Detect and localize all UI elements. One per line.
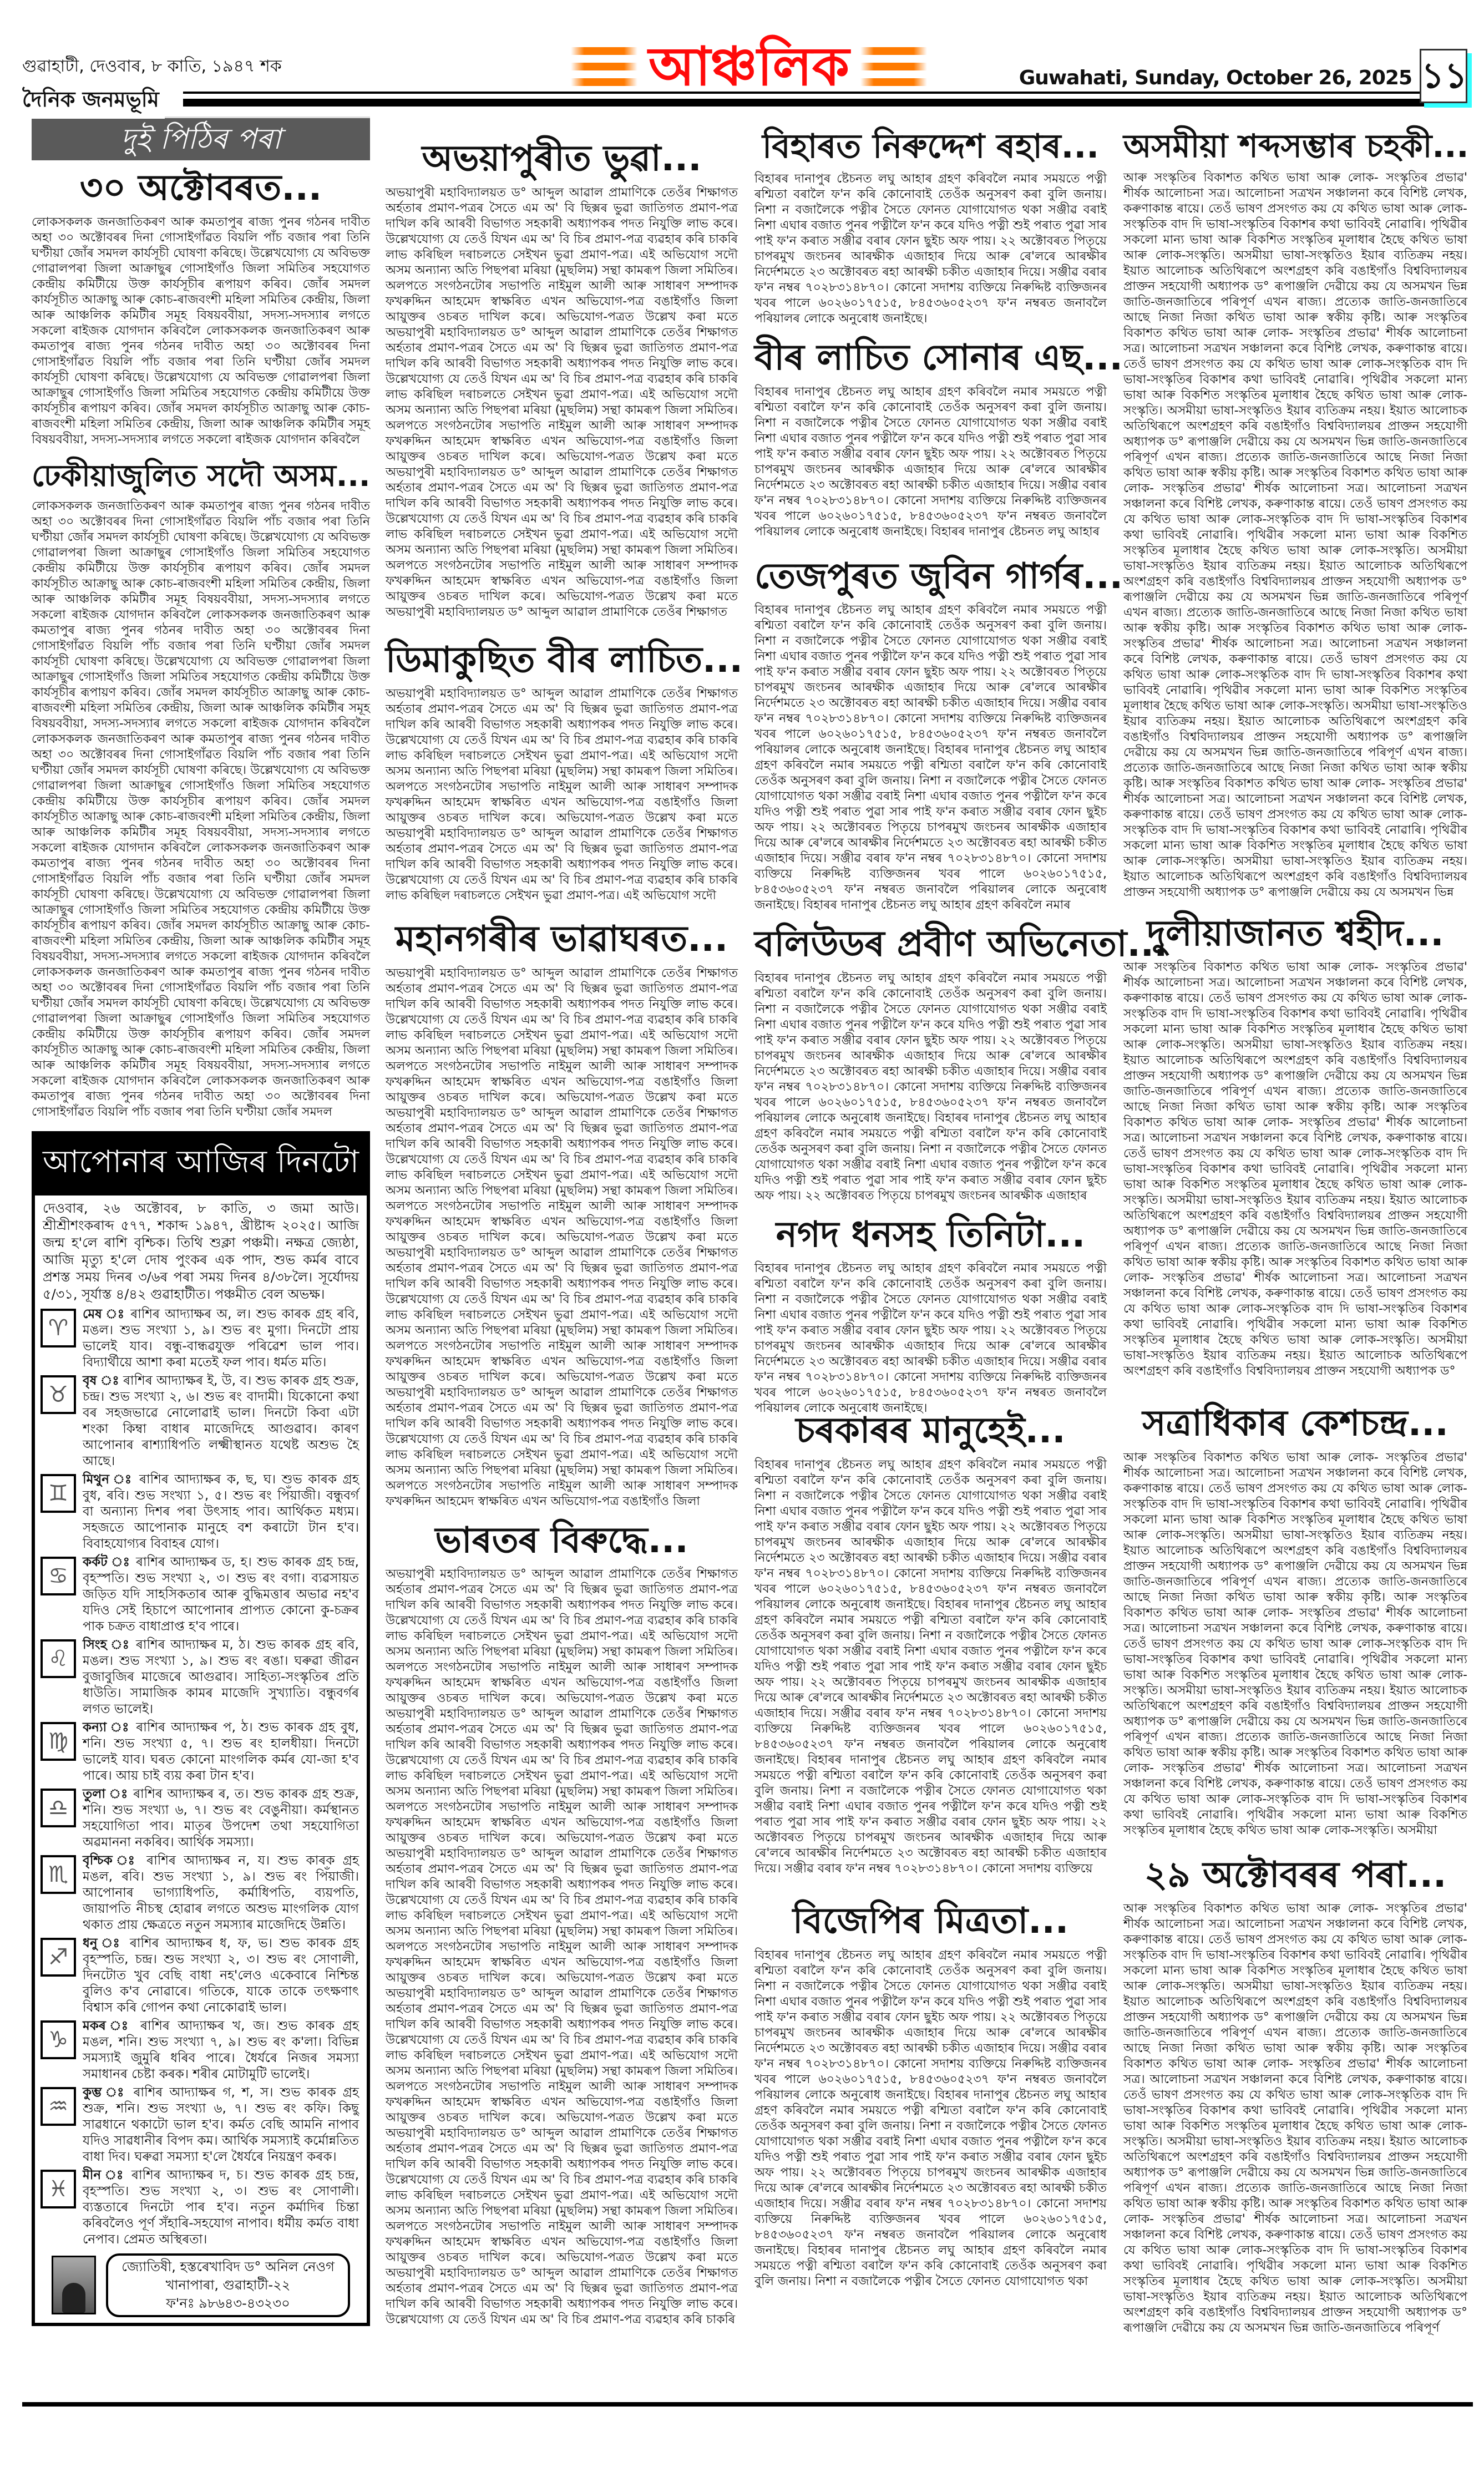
horoscope-entry [35, 1372, 367, 1471]
page-number: ১১ [1420, 49, 1467, 103]
headline: ডিমাকুছিত বীৰ লাচিত... [386, 639, 743, 681]
sign-name: মীন ঃ [83, 2167, 125, 2182]
astrologer-ad [35, 2249, 367, 2323]
column-2 [386, 116, 743, 2343]
article-body: অভয়াপুৰী মহাবিদ্যালয়ত ড° আব্দুল আৱাল প্ৰামাণিকে তেওঁৰ শিক্ষাগত অৰ্হতাৰ প্ৰমাণ-পত্ৰৰ সৈতে এম অ' বি ছিক্সৰ ভুৱা জাতিগত প্ৰমাণ-পত্ৰ দাখিল কৰি আৰবী বিভাগত সহকাৰী অধ্যাপকৰ পদত নিযুক্তি লাভ কৰে। উল্লেখযোগ্য যে তেওঁ যিখন এম অ' বি চিৰ প্ৰমাণ-পত্ৰ ব্যৱহাৰ কৰি চাকৰি লাভ কৰিছিল দৰাচলতে সেইখন ভুৱা প্ৰমাণ-পত্ৰ। এই অভিযোগ সদৌ অসম অন্যান্য অতি পিছপৰা মৰিয়া (মুছলিম) সন্থা কামৰূপ জিলা সমিতিৰ। অলপতে সংগঠনটোৰ সভাপতি নাইমুল আলী আৰু সাধাৰণ সম্পাদক ফখৰুদ্দিন আহমেদ স্বাক্ষৰিত এখন অভিযোগ-পত্ৰ বঙাইগাঁও জিলা আয়ুক্তৰ ওচৰত দাখিল কৰে। অভিযোগ-পত্ৰত উল্লেখ কৰা মতে অভয়াপুৰী মহাবিদ্যালয়ত ড° আব্দুল আৱাল প্ৰামাণিকে তেওঁৰ শিক্ষাগত অৰ্হতাৰ প্ৰমাণ-পত্ৰৰ সৈতে এম অ' বি ছিক্সৰ ভুৱা জাতিগত প্ৰমাণ-পত্ৰ দাখিল কৰি আৰবী বিভাগত সহকাৰী অধ্যাপকৰ পদত নিযুক্তি লাভ কৰে। উল্লেখযোগ্য যে তেওঁ যিখন এম অ' বি চিৰ প্ৰমাণ-পত্ৰ ব্যৱহাৰ কৰি চাকৰি লাভ কৰিছিল দৰাচলতে সেইখন ভুৱা প্ৰমাণ-পত্ৰ। এই অভিযোগ সদৌ অসম অন্যান্য অতি পিছপৰা মৰিয়া (মুছলিম) সন্থা কামৰূপ জিলা সমিতিৰ। অলপতে সংগঠনটোৰ সভাপতি নাইমুল আলী আৰু সাধাৰণ সম্পাদক ফখৰুদ্দিন আহমেদ স্বাক্ষৰিত এখন অভিযোগ-পত্ৰ বঙাইগাঁও জিলা আয়ুক্তৰ ওচৰত দাখিল কৰে। অভিযোগ-পত্ৰত উল্লেখ কৰা মতে অভয়াপুৰী মহাবিদ্যালয়ত ড° আব্দুল আৱাল প্ৰামাণিকে তেওঁৰ শিক্ষাগত অৰ্হতাৰ প্ৰমাণ-পত্ৰৰ সৈতে এম অ' বি ছিক্সৰ ভুৱা জাতিগত প্ৰমাণ-পত্ৰ দাখিল কৰি আৰবী বিভাগত সহকাৰী অধ্যাপকৰ পদত নিযুক্তি লাভ কৰে। উল্লেখযোগ্য যে তেওঁ যিখন এম অ' বি চিৰ প্ৰমাণ-পত্ৰ ব্যৱহাৰ কৰি চাকৰি লাভ কৰিছিল দৰাচলতে সেইখন ভুৱা প্ৰমাণ-পত্ৰ। এই অভিযোগ সদৌ অসম অন্যান্য অতি পিছপৰা মৰিয়া (মুছলিম) সন্থা কামৰূপ জিলা সমিতিৰ। অলপতে সংগঠনটোৰ সভাপতি নাইমুল আলী আৰু সাধাৰণ সম্পাদক ফখৰুদ্দিন আহমেদ স্বাক্ষৰিত এখন অভিযোগ-পত্ৰ বঙাইগাঁও জিলা আয়ুক্তৰ ওচৰত দাখিল কৰে। অভিযোগ-পত্ৰত উল্লেখ কৰা মতে অভয়াপুৰী মহাবিদ্যালয়ত ড° আব্দুল আৱাল প্ৰামাণিকে তেওঁৰ শিক্ষাগত অৰ্হতাৰ প্ৰমাণ-পত্ৰৰ সৈতে এম অ' বি ছিক্সৰ ভুৱা জাতিগত প্ৰমাণ-পত্ৰ দাখিল কৰি আৰবী বিভাগত সহকাৰী অধ্যাপকৰ পদত নিযুক্তি লাভ কৰে। উল্লেখযোগ্য যে তেওঁ যিখন এম অ' বি চিৰ প্ৰমাণ-পত্ৰ ব্যৱহাৰ কৰি চাকৰি লাভ কৰিছিল দৰাচলতে সেইখন ভুৱা প্ৰমাণ-পত্ৰ। এই অভিযোগ সদৌ অসম অন্যান্য অতি পিছপৰা মৰিয়া (মুছলিম) সন্থা কামৰূপ জিলা সমিতিৰ। অলপতে সংগঠনটোৰ সভাপতি নাইমুল আলী আৰু সাধাৰণ সম্পাদক ফখৰুদ্দিন আহমেদ স্বাক্ষৰিত এখন অভিযোগ-পত্ৰ বঙাইগাঁও জিলা [386, 966, 738, 1508]
header-date-english: Guwahati, Sunday, October 26, 2025 [1019, 67, 1412, 89]
column-1 [32, 116, 370, 2326]
horoscope-entry [35, 1852, 367, 1934]
article-body: অভয়াপুৰী মহাবিদ্যালয়ত ড° আব্দুল আৱাল প্ৰামাণিকে তেওঁৰ শিক্ষাগত অৰ্হতাৰ প্ৰমাণ-পত্ৰৰ সৈতে এম অ' বি ছিক্সৰ ভুৱা জাতিগত প্ৰমাণ-পত্ৰ দাখিল কৰি আৰবী বিভাগত সহকাৰী অধ্যাপকৰ পদত নিযুক্তি লাভ কৰে। উল্লেখযোগ্য যে তেওঁ যিখন এম অ' বি চিৰ প্ৰমাণ-পত্ৰ ব্যৱহাৰ কৰি চাকৰি লাভ কৰিছিল দৰাচলতে সেইখন ভুৱা প্ৰমাণ-পত্ৰ। এই অভিযোগ সদৌ অসম অন্যান্য অতি পিছপৰা মৰিয়া (মুছলিম) সন্থা কামৰূপ জিলা সমিতিৰ। অলপতে সংগঠনটোৰ সভাপতি নাইমুল আলী আৰু সাধাৰণ সম্পাদক ফখৰুদ্দিন আহমেদ স্বাক্ষৰিত এখন অভিযোগ-পত্ৰ বঙাইগাঁও জিলা আয়ুক্তৰ ওচৰত দাখিল কৰে। অভিযোগ-পত্ৰত উল্লেখ কৰা মতে অভয়াপুৰী মহাবিদ্যালয়ত ড° আব্দুল আৱাল প্ৰামাণিকে তেওঁৰ শিক্ষাগত অৰ্হতাৰ প্ৰমাণ-পত্ৰৰ সৈতে এম অ' বি ছিক্সৰ ভুৱা জাতিগত প্ৰমাণ-পত্ৰ দাখিল কৰি আৰবী বিভাগত সহকাৰী অধ্যাপকৰ পদত নিযুক্তি লাভ কৰে। উল্লেখযোগ্য যে তেওঁ যিখন এম অ' বি চিৰ প্ৰমাণ-পত্ৰ ব্যৱহাৰ কৰি চাকৰি লাভ কৰিছিল দৰাচলতে সেইখন ভুৱা প্ৰমাণ-পত্ৰ। এই অভিযোগ সদৌ অসম অন্যান্য অতি পিছপৰা মৰিয়া (মুছলিম) সন্থা কামৰূপ জিলা সমিতিৰ। অলপতে সংগঠনটোৰ সভাপতি নাইমুল আলী আৰু সাধাৰণ সম্পাদক ফখৰুদ্দিন আহমেদ স্বাক্ষৰিত এখন অভিযোগ-পত্ৰ বঙাইগাঁও জিলা আয়ুক্তৰ ওচৰত দাখিল কৰে। অভিযোগ-পত্ৰত উল্লেখ কৰা মতে অভয়াপুৰী মহাবিদ্যালয়ত ড° আব্দুল আৱাল প্ৰামাণিকে তেওঁৰ শিক্ষাগত অৰ্হতাৰ প্ৰমাণ-পত্ৰৰ সৈতে এম অ' বি ছিক্সৰ ভুৱা জাতিগত প্ৰমাণ-পত্ৰ দাখিল কৰি আৰবী বিভাগত সহকাৰী অধ্যাপকৰ পদত নিযুক্তি লাভ কৰে। উল্লেখযোগ্য যে তেওঁ যিখন এম অ' বি চিৰ প্ৰমাণ-পত্ৰ ব্যৱহাৰ কৰি চাকৰি লাভ কৰিছিল দৰাচলতে সেইখন ভুৱা প্ৰমাণ-পত্ৰ। এই অভিযোগ সদৌ অসম অন্যান্য অতি পিছপৰা মৰিয়া (মুছলিম) সন্থা কামৰূপ জিলা সমিতিৰ। অলপতে সংগঠনটোৰ সভাপতি নাইমুল আলী আৰু সাধাৰণ সম্পাদক ফখৰুদ্দিন আহমেদ স্বাক্ষৰিত এখন অভিযোগ-পত্ৰ বঙাইগাঁও জিলা আয়ুক্তৰ ওচৰত দাখিল কৰে। অভিযোগ-পত্ৰত উল্লেখ কৰা মতে অভয়াপুৰী মহাবিদ্যালয়ত ড° আব্দুল আৱাল প্ৰামাণিকে তেওঁৰ শিক্ষাগত অৰ্হতাৰ প্ৰমাণ-পত্ৰৰ সৈতে এম অ' বি ছিক্সৰ ভুৱা জাতিগত প্ৰমাণ-পত্ৰ দাখিল কৰি আৰবী বিভাগত সহকাৰী অধ্যাপকৰ পদত নিযুক্তি লাভ কৰে। উল্লেখযোগ্য যে তেওঁ যিখন এম অ' বি চিৰ প্ৰমাণ-পত্ৰ ব্যৱহাৰ কৰি চাকৰি লাভ কৰিছিল দৰাচলতে সেইখন ভুৱা প্ৰমাণ-পত্ৰ। এই অভিযোগ সদৌ অসম অন্যান্য অতি পিছপৰা মৰিয়া (মুছলিম) সন্থা কামৰূপ জিলা সমিতিৰ। অলপতে সংগঠনটোৰ সভাপতি নাইমুল আলী আৰু সাধাৰণ সম্পাদক ফখৰুদ্দিন আহমেদ স্বাক্ষৰিত এখন অভিযোগ-পত্ৰ বঙাইগাঁও জিলা আয়ুক্তৰ ওচৰত দাখিল কৰে। অভিযোগ-পত্ৰত উল্লেখ কৰা মতে অভয়াপুৰী মহাবিদ্যালয়ত ড° আব্দুল আৱাল প্ৰামাণিকে তেওঁৰ শিক্ষাগত অৰ্হতাৰ প্ৰমাণ-পত্ৰৰ সৈতে এম অ' বি ছিক্সৰ ভুৱা জাতিগত প্ৰমাণ-পত্ৰ দাখিল কৰি আৰবী বিভাগত সহকাৰী অধ্যাপকৰ পদত নিযুক্তি লাভ কৰে। উল্লেখযোগ্য যে তেওঁ যিখন এম অ' বি চিৰ প্ৰমাণ-পত্ৰ ব্যৱহাৰ কৰি চাকৰি লাভ কৰিছিল দৰাচলতে সেইখন ভুৱা প্ৰমাণ-পত্ৰ। এই অভিযোগ সদৌ অসম অন্যান্য অতি পিছপৰা মৰিয়া (মুছলিম) সন্থা কামৰূপ জিলা সমিতিৰ। অলপতে সংগঠনটোৰ সভাপতি নাইমুল আলী আৰু সাধাৰণ সম্পাদক ফখৰুদ্দিন আহমেদ স্বাক্ষৰিত এখন অভিযোগ-পত্ৰ বঙাইগাঁও জিলা আয়ুক্তৰ ওচৰত দাখিল কৰে। অভিযোগ-পত্ৰত উল্লেখ কৰা মতে অভয়াপুৰী মহাবিদ্যালয়ত ড° আব্দুল আৱাল প্ৰামাণিকে তেওঁৰ শিক্ষাগত অৰ্হতাৰ প্ৰমাণ-পত্ৰৰ সৈতে এম অ' বি ছিক্সৰ ভুৱা জাতিগত প্ৰমাণ-পত্ৰ দাখিল কৰি আৰবী বিভাগত সহকাৰী অধ্যাপকৰ পদত নিযুক্তি লাভ কৰে। উল্লেখযোগ্য যে তেওঁ যিখন এম অ' বি চিৰ প্ৰমাণ-পত্ৰ ব্যৱহাৰ কৰি চাকৰি [386, 1567, 738, 2327]
horoscope-entry [35, 1553, 367, 1636]
horoscope-signs [35, 1305, 367, 2249]
article-body: আৰু সংস্কৃতিৰ বিকাশত কথিত ভাষা আৰু লোক- সংস্কৃতিৰ প্ৰভাৱ' শীৰ্ষক আলোচনা সত্ৰ। আলোচনা সত্ৰখন সঞ্চালনা কৰে বিশিষ্ট লেখক, কৰুণাকান্ত ৰায়ে। তেওঁ ভাষণ প্ৰসংগত কয় যে কথিত ভাষা আৰু লোক-সংস্কৃতিক বাদ দি ভাষা-সংস্কৃতিৰ বিকাশৰ কথা ভাবিবই নোৱাৰি। পৃথিৱীৰ সকলো মান্য ভাষা আৰু বিকশিত সংস্কৃতিৰ মূলাধাৰ হৈছে কথিত ভাষা আৰু লোক-সংস্কৃতি। অসমীয়া ভাষা-সংস্কৃতিও ইয়াৰ ব্যতিক্ৰম নহয়। ইয়াত আলোচক অতিথিৰূপে অংশগ্ৰহণ কৰি বঙাইগাঁও বিশ্ববিদ্যালয়ৰ প্ৰাক্তন সহযোগী অধ্যাপক ড° ৰূপাঞ্জলি দেৱীয়ে কয় যে অসমখন ভিন্ন জাতি-জনজাতিৰে পৰিপূৰ্ণ এখন ৰাজ্য। প্ৰত্যেক জাতি-জনজাতিৰে আছে নিজা নিজা কথিত ভাষা আৰু স্বকীয় কৃষ্টি। আৰু সংস্কৃতিৰ বিকাশত কথিত ভাষা আৰু লোক- সংস্কৃতিৰ প্ৰভাৱ' শীৰ্ষক আলোচনা সত্ৰ। আলোচনা সত্ৰখন সঞ্চালনা কৰে বিশিষ্ট লেখক, কৰুণাকান্ত ৰায়ে। তেওঁ ভাষণ প্ৰসংগত কয় যে কথিত ভাষা আৰু লোক-সংস্কৃতিক বাদ দি ভাষা-সংস্কৃতিৰ বিকাশৰ কথা ভাবিবই নোৱাৰি। পৃথিৱীৰ সকলো মান্য ভাষা আৰু বিকশিত সংস্কৃতিৰ মূলাধাৰ হৈছে কথিত ভাষা আৰু লোক-সংস্কৃতি। অসমীয়া ভাষা-সংস্কৃতিও ইয়াৰ ব্যতিক্ৰম নহয়। ইয়াত আলোচক অতিথিৰূপে অংশগ্ৰহণ কৰি বঙাইগাঁও বিশ্ববিদ্যালয়ৰ প্ৰাক্তন সহযোগী অধ্যাপক ড° ৰূপাঞ্জলি দেৱীয়ে কয় যে অসমখন ভিন্ন জাতি-জনজাতিৰে পৰিপূৰ্ণ এখন ৰাজ্য। প্ৰত্যেক জাতি-জনজাতিৰে আছে নিজা নিজা কথিত ভাষা আৰু স্বকীয় কৃষ্টি। আৰু সংস্কৃতিৰ বিকাশত কথিত ভাষা আৰু লোক- সংস্কৃতিৰ প্ৰভাৱ' শীৰ্ষক আলোচনা সত্ৰ। আলোচনা সত্ৰখন সঞ্চালনা কৰে বিশিষ্ট লেখক, কৰুণাকান্ত ৰায়ে। তেওঁ ভাষণ প্ৰসংগত কয় যে কথিত ভাষা আৰু লোক-সংস্কৃতিক বাদ দি ভাষা-সংস্কৃতিৰ বিকাশৰ কথা ভাবিবই নোৱাৰি। পৃথিৱীৰ সকলো মান্য ভাষা আৰু বিকশিত সংস্কৃতিৰ মূলাধাৰ হৈছে কথিত ভাষা আৰু লোক-সংস্কৃতি। অসমীয়া ভাষা-সংস্কৃতিও ইয়াৰ ব্যতিক্ৰম নহয়। ইয়াত আলোচক অতিথিৰূপে অংশগ্ৰহণ কৰি বঙাইগাঁও বিশ্ববিদ্যালয়ৰ প্ৰাক্তন সহযোগী অধ্যাপক ড° ৰূপাঞ্জলি দেৱীয়ে কয় যে অসমখন ভিন্ন জাতি-জনজাতিৰে পৰিপূৰ্ণ [1123, 1902, 1467, 2336]
continued-label: দুই পিঠিৰ পৰা [32, 116, 370, 160]
sign-name: মেষ ঃ [83, 1306, 125, 1321]
article-body: বিহাৰৰ দানাপুৰ ষ্টেচনত লঘু আহাৰ গ্ৰহণ কৰিবলৈ নমাৰ সময়তে পত্নী ৰশ্মিতা বৰালৈ ফ'ন কৰি কোনোবাই তেওঁক অনুসৰণ কৰা বুলি জনায়। নিশা ন বজালৈকে পত্নীৰ সৈতে ফোনত যোগাযোগত থকা সঞ্জীৱ বৰাই নিশা এঘাৰ বজাত পুনৰ পত্নীলৈ ফ'ন কৰে যদিও পত্নী শুই পৰাত পুৱা সাৰ পাই ফ'ন কৰাত সঞ্জীৱ বৰাৰ ফোন ছুইচ অফ পায়। ২২ অক্টোবৰত পিতৃয়ে চাপৰমুখ জংচনৰ আৰক্ষীক এজাহাৰ দিয়ে আৰু ৰে'লৰে আৰক্ষীৰ নিৰ্দেশমতে ২৩ অক্টোবৰত ৰহা আৰক্ষী চকীত এজাহাৰ দিয়ে। সঞ্জীৱ বৰাৰ ফ'ন নম্বৰ ৭০২৮৩১৪৮৭০। কোনো সদাশয় ব্যক্তিয়ে নিৰুদ্দিষ্ট ব্যক্তিজনৰ খবৰ পালে ৬০২৬০১৭৫১৫, ৮৪৫৩৬০৫২৩৭ ফ'ন নম্বৰত জনাবলৈ পৰিয়ালৰ লোকে অনুৰোধ জনাইছে। [754, 172, 1107, 326]
article-body: অভয়াপুৰী মহাবিদ্যালয়ত ড° আব্দুল আৱাল প্ৰামাণিকে তেওঁৰ শিক্ষাগত অৰ্হতাৰ প্ৰমাণ-পত্ৰৰ সৈতে এম অ' বি ছিক্সৰ ভুৱা জাতিগত প্ৰমাণ-পত্ৰ দাখিল কৰি আৰবী বিভাগত সহকাৰী অধ্যাপকৰ পদত নিযুক্তি লাভ কৰে। উল্লেখযোগ্য যে তেওঁ যিখন এম অ' বি চিৰ প্ৰমাণ-পত্ৰ ব্যৱহাৰ কৰি চাকৰি লাভ কৰিছিল দৰাচলতে সেইখন ভুৱা প্ৰমাণ-পত্ৰ। এই অভিযোগ সদৌ অসম অন্যান্য অতি পিছপৰা মৰিয়া (মুছলিম) সন্থা কামৰূপ জিলা সমিতিৰ। অলপতে সংগঠনটোৰ সভাপতি নাইমুল আলী আৰু সাধাৰণ সম্পাদক ফখৰুদ্দিন আহমেদ স্বাক্ষৰিত এখন অভিযোগ-পত্ৰ বঙাইগাঁও জিলা আয়ুক্তৰ ওচৰত দাখিল কৰে। অভিযোগ-পত্ৰত উল্লেখ কৰা মতে অভয়াপুৰী মহাবিদ্যালয়ত ড° আব্দুল আৱাল প্ৰামাণিকে তেওঁৰ শিক্ষাগত অৰ্হতাৰ প্ৰমাণ-পত্ৰৰ সৈতে এম অ' বি ছিক্সৰ ভুৱা জাতিগত প্ৰমাণ-পত্ৰ দাখিল কৰি আৰবী বিভাগত সহকাৰী অধ্যাপকৰ পদত নিযুক্তি লাভ কৰে। উল্লেখযোগ্য যে তেওঁ যিখন এম অ' বি চিৰ প্ৰমাণ-পত্ৰ ব্যৱহাৰ কৰি চাকৰি লাভ কৰিছিল দৰাচলতে সেইখন ভুৱা প্ৰমাণ-পত্ৰ। এই অভিযোগ সদৌ অসম অন্যান্য অতি পিছপৰা মৰিয়া (মুছলিম) সন্থা কামৰূপ জিলা সমিতিৰ। অলপতে সংগঠনটোৰ সভাপতি নাইমুল আলী আৰু সাধাৰণ সম্পাদক ফখৰুদ্দিন আহমেদ স্বাক্ষৰিত এখন অভিযোগ-পত্ৰ বঙাইগাঁও জিলা আয়ুক্তৰ ওচৰত দাখিল কৰে। অভিযোগ-পত্ৰত উল্লেখ কৰা মতে অভয়াপুৰী মহাবিদ্যালয়ত ড° আব্দুল আৱাল প্ৰামাণিকে তেওঁৰ শিক্ষাগত অৰ্হতাৰ প্ৰমাণ-পত্ৰৰ সৈতে এম অ' বি ছিক্সৰ ভুৱা জাতিগত প্ৰমাণ-পত্ৰ দাখিল কৰি আৰবী বিভাগত সহকাৰী অধ্যাপকৰ পদত নিযুক্তি লাভ কৰে। উল্লেখযোগ্য যে তেওঁ যিখন এম অ' বি চিৰ প্ৰমাণ-পত্ৰ ব্যৱহাৰ কৰি চাকৰি লাভ কৰিছিল দৰাচলতে সেইখন ভুৱা প্ৰমাণ-পত্ৰ। এই অভিযোগ সদৌ অসম অন্যান্য অতি পিছপৰা মৰিয়া (মুছলিম) সন্থা কামৰূপ জিলা সমিতিৰ। অলপতে সংগঠনটোৰ সভাপতি নাইমুল আলী আৰু সাধাৰণ সম্পাদক ফখৰুদ্দিন আহমেদ স্বাক্ষৰিত এখন অভিযোগ-পত্ৰ বঙাইগাঁও জিলা আয়ুক্তৰ ওচৰত দাখিল কৰে। অভিযোগ-পত্ৰত উল্লেখ কৰা মতে অভয়াপুৰী মহাবিদ্যালয়ত ড° আব্দুল আৱাল প্ৰামাণিকে তেওঁৰ শিক্ষাগত [386, 185, 738, 619]
horoscope-box [32, 1131, 370, 2326]
horoscope-text [83, 1373, 359, 1470]
horoscope-entry [35, 1785, 367, 1852]
headline: চৰকাৰৰ মানুহেই... [796, 1410, 1066, 1452]
horoscope-text [83, 2167, 359, 2248]
astrologer-photo [52, 2256, 96, 2314]
cancer-icon: ♋ [40, 1557, 76, 1595]
article-body: বিহাৰৰ দানাপুৰ ষ্টেচনত লঘু আহাৰ গ্ৰহণ কৰিবলৈ নমাৰ সময়তে পত্নী ৰশ্মিতা বৰালৈ ফ'ন কৰি কোনোবাই তেওঁক অনুসৰণ কৰা বুলি জনায়। নিশা ন বজালৈকে পত্নীৰ সৈতে ফোনত যোগাযোগত থকা সঞ্জীৱ বৰাই নিশা এঘাৰ বজাত পুনৰ পত্নীলৈ ফ'ন কৰে যদিও পত্নী শুই পৰাত পুৱা সাৰ পাই ফ'ন কৰাত সঞ্জীৱ বৰাৰ ফোন ছুইচ অফ পায়। ২২ অক্টোবৰত পিতৃয়ে চাপৰমুখ জংচনৰ আৰক্ষীক এজাহাৰ দিয়ে আৰু ৰে'লৰে আৰক্ষীৰ নিৰ্দেশমতে ২৩ অক্টোবৰত ৰহা আৰক্ষী চকীত এজাহাৰ দিয়ে। সঞ্জীৱ বৰাৰ ফ'ন নম্বৰ ৭০২৮৩১৪৮৭০। কোনো সদাশয় ব্যক্তিয়ে নিৰুদ্দিষ্ট ব্যক্তিজনৰ খবৰ পালে ৬০২৬০১৭৫১৫, ৮৪৫৩৬০৫২৩৭ ফ'ন নম্বৰত জনাবলৈ পৰিয়ালৰ লোকে অনুৰোধ জনাইছে। [754, 1262, 1107, 1416]
sign-description: ৰাশিৰ আদ্যাক্ষৰ খ, জ। শুভ কাৰক গ্ৰহ মঙল, শনি। শুভ সংখ্যা ৭, ৯। শুভ ৰং ক'লা। বিভিন্ন সমস্যাই জুমুৰি ধৰিব পাৰে। ধৈৰ্যৰে নিজৰ সমস্যা সমাধানৰ চেষ্টা কৰক। শৰীৰ মোটামুটি ভালেই। [83, 2018, 359, 2081]
article-body: বিহাৰৰ দানাপুৰ ষ্টেচনত লঘু আহাৰ গ্ৰহণ কৰিবলৈ নমাৰ সময়তে পত্নী ৰশ্মিতা বৰালৈ ফ'ন কৰি কোনোবাই তেওঁক অনুসৰণ কৰা বুলি জনায়। নিশা ন বজালৈকে পত্নীৰ সৈতে ফোনত যোগাযোগত থকা সঞ্জীৱ বৰাই নিশা এঘাৰ বজাত পুনৰ পত্নীলৈ ফ'ন কৰে যদিও পত্নী শুই পৰাত পুৱা সাৰ পাই ফ'ন কৰাত সঞ্জীৱ বৰাৰ ফোন ছুইচ অফ পায়। ২২ অক্টোবৰত পিতৃয়ে চাপৰমুখ জংচনৰ আৰক্ষীক এজাহাৰ দিয়ে আৰু ৰে'লৰে আৰক্ষীৰ নিৰ্দেশমতে ২৩ অক্টোবৰত ৰহা আৰক্ষী চকীত এজাহাৰ দিয়ে। সঞ্জীৱ বৰাৰ ফ'ন নম্বৰ ৭০২৮৩১৪৮৭০। কোনো সদাশয় ব্যক্তিয়ে নিৰুদ্দিষ্ট ব্যক্তিজনৰ খবৰ পালে ৬০২৬০১৭৫১৫, ৮৪৫৩৬০৫২৩৭ ফ'ন নম্বৰত জনাবলৈ পৰিয়ালৰ লোকে অনুৰোধ জনাইছে। বিহাৰৰ দানাপুৰ ষ্টেচনত লঘু আহাৰ গ্ৰহণ কৰিবলৈ নমাৰ সময়তে পত্নী ৰশ্মিতা বৰালৈ ফ'ন কৰি কোনোবাই তেওঁক অনুসৰণ কৰা বুলি জনায়। নিশা ন বজালৈকে পত্নীৰ সৈতে ফোনত যোগাযোগত থকা সঞ্জীৱ বৰাই নিশা এঘাৰ বজাত পুনৰ পত্নীলৈ ফ'ন কৰে যদিও পত্নী শুই পৰাত পুৱা সাৰ পাই ফ'ন কৰাত সঞ্জীৱ বৰাৰ ফোন ছুইচ অফ পায়। ২২ অক্টোবৰত পিতৃয়ে চাপৰমুখ জংচনৰ আৰক্ষীক এজাহাৰ দিয়ে আৰু ৰে'লৰে আৰক্ষীৰ নিৰ্দেশমতে ২৩ অক্টোবৰত ৰহা আৰক্ষী চকীত এজাহাৰ দিয়ে। সঞ্জীৱ বৰাৰ ফ'ন নম্বৰ ৭০২৮৩১৪৮৭০। কোনো সদাশয় ব্যক্তিয়ে নিৰুদ্দিষ্ট ব্যক্তিজনৰ খবৰ পালে ৬০২৬০১৭৫১৫, ৮৪৫৩৬০৫২৩৭ ফ'ন নম্বৰত জনাবলৈ পৰিয়ালৰ লোকে অনুৰোধ জনাইছে। বিহাৰৰ দানাপুৰ ষ্টেচনত লঘু আহাৰ গ্ৰহণ কৰিবলৈ নমাৰ সময়তে পত্নী ৰশ্মিতা বৰালৈ ফ'ন কৰি কোনোবাই তেওঁক অনুসৰণ কৰা বুলি জনায়। নিশা ন বজালৈকে পত্নীৰ সৈতে ফোনত যোগাযোগত থকা সঞ্জীৱ বৰাই নিশা এঘাৰ বজাত পুনৰ পত্নীলৈ ফ'ন কৰে যদিও পত্নী শুই পৰাত পুৱা সাৰ পাই ফ'ন কৰাত সঞ্জীৱ বৰাৰ ফোন ছুইচ অফ পায়। ২২ অক্টোবৰত পিতৃয়ে চাপৰমুখ জংচনৰ আৰক্ষীক এজাহাৰ দিয়ে আৰু ৰে'লৰে আৰক্ষীৰ নিৰ্দেশমতে ২৩ অক্টোবৰত ৰহা আৰক্ষী চকীত এজাহাৰ দিয়ে। সঞ্জীৱ বৰাৰ ফ'ন নম্বৰ ৭০২৮৩১৪৮৭০। কোনো সদাশয় ব্যক্তিয়ে [754, 1457, 1107, 1876]
horoscope-title: আপোনাৰ আজিৰ দিনটো [35, 1134, 367, 1195]
sign-description: ৰাশিৰ আদ্যাক্ষৰ ড, হ। শুভ কাৰক গ্ৰহ চন্দ্ৰ, বৃহস্পতি। শুভ সংখ্যা ২, ৩। শুভ ৰং বগা। ব্যৱসায়ত জড়িত যদি সাহসিকতাৰ আৰু বুদ্ধিমত্তাৰ অভাৱ নহ'ব যদিও সেই হিচাপে আপোনাৰ প্ৰাপ্যত কোনো কু-চক্ৰৰ পাক চক্ৰত বাধাপ্ৰাপ্ত হ'ব পাৰে। [83, 1554, 359, 1634]
headline: বিজেপিৰ মিত্ৰতা... [792, 1900, 1069, 1942]
sign-name: বৃশ্চিক ঃ [83, 1853, 139, 1868]
headline: বীৰ লাচিত সোনাৰ এছ... [754, 337, 1123, 378]
astrologer-phone: ফ'নঃ ৯৮৬৪৩-৪৩২৩০ [166, 2295, 290, 2311]
article-body: লোকসকলক জনজাতিকৰণ আৰু কমতাপুৰ ৰাজ্য পুনৰ গঠনৰ দাবীত অহা ৩০ অক্টোবৰৰ দিনা গোসাইগাঁৱত বিয়লি পাঁচ বজাৰ পৰা তিনি ঘণ্টীয়া জোঁৰ সমদল কাৰ্যসূচী ঘোষণা কৰিছে। উল্লেখযোগ্য যে অবিভক্ত গোৱালপৰা জিলা আক্ৰাছুৰ গোসাইগাঁও জিলা সমিতিৰ সহযোগত কেন্দ্ৰীয় কমিটীয়ে উক্ত কাৰ্যসূচীৰ ৰূপায়ণ কৰিব। জোঁৰ সমদল কাৰ্যসূচীত আক্ৰাছু আৰু কোচ-ৰাজবংশী মহিলা সমিতিৰ কেন্দ্ৰীয়, জিলা আৰু আঞ্চলিক কমিটীৰ সমূহ বিষয়ববীয়া, সদস্য-সদস্যাৰ লগতে সকলো ৰাইজক যোগদান কৰিবলৈ লোকসকলক জনজাতিকৰণ আৰু কমতাপুৰ ৰাজ্য পুনৰ গঠনৰ দাবীত অহা ৩০ অক্টোবৰৰ দিনা গোসাইগাঁৱত বিয়লি পাঁচ বজাৰ পৰা তিনি ঘণ্টীয়া জোঁৰ সমদল কাৰ্যসূচী ঘোষণা কৰিছে। উল্লেখযোগ্য যে অবিভক্ত গোৱালপৰা জিলা আক্ৰাছুৰ গোসাইগাঁও জিলা সমিতিৰ সহযোগত কেন্দ্ৰীয় কমিটীয়ে উক্ত কাৰ্যসূচীৰ ৰূপায়ণ কৰিব। জোঁৰ সমদল কাৰ্যসূচীত আক্ৰাছু আৰু কোচ-ৰাজবংশী মহিলা সমিতিৰ কেন্দ্ৰীয়, জিলা আৰু আঞ্চলিক কমিটীৰ সমূহ বিষয়ববীয়া, সদস্য-সদস্যাৰ লগতে সকলো ৰাইজক যোগদান কৰিবলৈ লোকসকলক জনজাতিকৰণ আৰু কমতাপুৰ ৰাজ্য পুনৰ গঠনৰ দাবীত অহা ৩০ অক্টোবৰৰ দিনা গোসাইগাঁৱত বিয়লি পাঁচ বজাৰ পৰা তিনি ঘণ্টীয়া জোঁৰ সমদল কাৰ্যসূচী ঘোষণা কৰিছে। উল্লেখযোগ্য যে অবিভক্ত গোৱালপৰা জিলা আক্ৰাছুৰ গোসাইগাঁও জিলা সমিতিৰ সহযোগত কেন্দ্ৰীয় কমিটীয়ে উক্ত কাৰ্যসূচীৰ ৰূপায়ণ কৰিব। জোঁৰ সমদল কাৰ্যসূচীত আক্ৰাছু আৰু কোচ-ৰাজবংশী মহিলা সমিতিৰ কেন্দ্ৰীয়, জিলা আৰু আঞ্চলিক কমিটীৰ সমূহ বিষয়ববীয়া, সদস্য-সদস্যাৰ লগতে সকলো ৰাইজক যোগদান কৰিবলৈ লোকসকলক জনজাতিকৰণ আৰু কমতাপুৰ ৰাজ্য পুনৰ গঠনৰ দাবীত অহা ৩০ অক্টোবৰৰ দিনা গোসাইগাঁৱত বিয়লি পাঁচ বজাৰ পৰা তিনি ঘণ্টীয়া জোঁৰ সমদল কাৰ্যসূচী ঘোষণা কৰিছে। উল্লেখযোগ্য যে অবিভক্ত গোৱালপৰা জিলা আক্ৰাছুৰ গোসাইগাঁও জিলা সমিতিৰ সহযোগত কেন্দ্ৰীয় কমিটীয়ে উক্ত কাৰ্যসূচীৰ ৰূপায়ণ কৰিব। জোঁৰ সমদল কাৰ্যসূচীত আক্ৰাছু আৰু কোচ-ৰাজবংশী মহিলা সমিতিৰ কেন্দ্ৰীয়, জিলা আৰু আঞ্চলিক কমিটীৰ সমূহ বিষয়ববীয়া, সদস্য-সদস্যাৰ লগতে সকলো ৰাইজক যোগদান কৰিবলৈ লোকসকলক জনজাতিকৰণ আৰু কমতাপুৰ ৰাজ্য পুনৰ গঠনৰ দাবীত অহা ৩০ অক্টোবৰৰ দিনা গোসাইগাঁৱত বিয়লি পাঁচ বজাৰ পৰা তিনি ঘণ্টীয়া জোঁৰ সমদল কাৰ্যসূচী ঘোষণা কৰিছে। উল্লেখযোগ্য যে অবিভক্ত গোৱালপৰা জিলা আক্ৰাছুৰ গোসাইগাঁও জিলা সমিতিৰ সহযোগত কেন্দ্ৰীয় কমিটীয়ে উক্ত কাৰ্যসূচীৰ ৰূপায়ণ কৰিব। জোঁৰ সমদল কাৰ্যসূচীত আক্ৰাছু আৰু কোচ-ৰাজবংশী মহিলা সমিতিৰ কেন্দ্ৰীয়, জিলা আৰু আঞ্চলিক কমিটীৰ সমূহ বিষয়ববীয়া, সদস্য-সদস্যাৰ লগতে সকলো ৰাইজক যোগদান কৰিবলৈ লোকসকলক জনজাতিকৰণ আৰু কমতাপুৰ ৰাজ্য পুনৰ গঠনৰ দাবীত অহা ৩০ অক্টোবৰৰ দিনা গোসাইগাঁৱত বিয়লি পাঁচ বজাৰ পৰা তিনি ঘণ্টীয়া জোঁৰ সমদল [32, 499, 370, 1119]
gemini-icon: ♊ [40, 1474, 76, 1513]
horoscope-entry [35, 1636, 367, 1719]
sign-name: কৰ্কট ঃ [83, 1554, 131, 1569]
headline: অভয়াপুৰীত ভুৱা... [422, 138, 702, 179]
logo-stripes-left [571, 47, 637, 86]
article-body: লোকসকলক জনজাতিকৰণ আৰু কমতাপুৰ ৰাজ্য পুনৰ গঠনৰ দাবীত অহা ৩০ অক্টোবৰৰ দিনা গোসাইগাঁৱত বিয়লি পাঁচ বজাৰ পৰা তিনি ঘণ্টীয়া জোঁৰ সমদল কাৰ্যসূচী ঘোষণা কৰিছে। উল্লেখযোগ্য যে অবিভক্ত গোৱালপৰা জিলা আক্ৰাছুৰ গোসাইগাঁও জিলা সমিতিৰ সহযোগত কেন্দ্ৰীয় কমিটীয়ে উক্ত কাৰ্যসূচীৰ ৰূপায়ণ কৰিব। জোঁৰ সমদল কাৰ্যসূচীত আক্ৰাছু আৰু কোচ-ৰাজবংশী মহিলা সমিতিৰ কেন্দ্ৰীয়, জিলা আৰু আঞ্চলিক কমিটীৰ সমূহ বিষয়ববীয়া, সদস্য-সদস্যাৰ লগতে সকলো ৰাইজক যোগদান কৰিবলৈ লোকসকলক জনজাতিকৰণ আৰু কমতাপুৰ ৰাজ্য পুনৰ গঠনৰ দাবীত অহা ৩০ অক্টোবৰৰ দিনা গোসাইগাঁৱত বিয়লি পাঁচ বজাৰ পৰা তিনি ঘণ্টীয়া জোঁৰ সমদল কাৰ্যসূচী ঘোষণা কৰিছে। উল্লেখযোগ্য যে অবিভক্ত গোৱালপৰা জিলা আক্ৰাছুৰ গোসাইগাঁও জিলা সমিতিৰ সহযোগত কেন্দ্ৰীয় কমিটীয়ে উক্ত কাৰ্যসূচীৰ ৰূপায়ণ কৰিব। জোঁৰ সমদল কাৰ্যসূচীত আক্ৰাছু আৰু কোচ-ৰাজবংশী মহিলা সমিতিৰ কেন্দ্ৰীয়, জিলা আৰু আঞ্চলিক কমিটীৰ সমূহ বিষয়ববীয়া, সদস্য-সদস্যাৰ লগতে সকলো ৰাইজক যোগদান কৰিবলৈ [32, 215, 370, 447]
sagittarius-icon: ♐ [40, 1938, 76, 1977]
aries-icon: ♈ [40, 1309, 76, 1348]
sign-description: ৰাশিৰ আদ্যাক্ষৰ প, ঠ। শুভ কাৰক গ্ৰহ বুধ, শনি। শুভ সংখ্যা ৫, ৭। শুভ ৰং হালধীয়া। দিনটো ভালেই যাব। ঘৰত কোনো মাংগলিক কৰ্মৰ যো-জা হ'ব পাৰে। আয় চাই ব্যয় কৰা টান হ'ব। [83, 1720, 359, 1783]
headline: ৩০ অক্টোবৰত... [79, 168, 322, 209]
sign-description: ৰাশিৰ আদ্যাক্ষৰ ন, য। শুভ কাৰক গ্ৰহ মঙল, ৰবি। শুভ সংখ্যা ১, ৯। শুভ ৰং পিঁয়াজী। আপোনাৰ ভাগ্যাধিপতি, কৰ্মাধিপতি, ব্যয়পতি, জায়াপতি নীচস্থ হোৱাৰ লগতে অশুভ মাংগলিক যোগ থকাত প্ৰায় ক্ষেত্ৰতে নতুন সমস্যাৰ মাজেদিহে উন্নতি। [83, 1853, 359, 1932]
logo-text: আঞ্চলিক [648, 36, 850, 98]
headline: তেজপুৰত জুবিন গাৰ্গৰ... [754, 555, 1123, 597]
horoscope-intro: দেওবাৰ, ২৬ অক্টোবৰ, ৮ কাতি, ৩ জমা আউ। শ্ৰীশ্ৰীশংকৰাব্দ ৫৭৭, শকাব্দ ১৯৪৭, খ্ৰীষ্টাব্দ ২০২৫। আজি জন্ম হ'লে ৰাশি বৃশ্চিক। তিথি শুক্লা পঞ্চমী। নক্ষত্ৰ জ্যেষ্ঠা, আজি মৃত্যু হ'লে দোষ পুংকৰ এক পাদ, শুভ কৰ্মৰ বাবে প্ৰশস্ত সময় দিনৰ ৩/৬ৰ পৰা সময় দিনৰ ৪/৩৮লৈ। সূৰ্যোদয় ৫/৩১, সূৰ্যাস্ত ৪/৪২ গুৱাহাটীত। পঞ্চমীত বেল অভক্ষ। [43, 1200, 359, 1302]
headline: বলিউডৰ প্ৰবীণ অভিনেতা... [754, 924, 1168, 965]
sign-name: কন্যা ঃ [83, 1720, 131, 1735]
leo-icon: ♌ [40, 1639, 76, 1678]
headline: অসমীয়া শব্দসম্ভাৰ চহকী... [1123, 127, 1469, 165]
astrologer-address: খানাপাৰা, গুৱাহাটী-২২ [165, 2277, 291, 2293]
horoscope-text [83, 2018, 359, 2083]
header-date-assamese: গুৱাহাটী, দেওবাৰ, ৮ কাতি, ১৯৪৭ শক [22, 57, 282, 76]
horoscope-text [83, 1936, 359, 2016]
sign-name: মিথুন ঃ [83, 1472, 134, 1487]
article-body: আৰু সংস্কৃতিৰ বিকাশত কথিত ভাষা আৰু লোক- সংস্কৃতিৰ প্ৰভাৱ' শীৰ্ষক আলোচনা সত্ৰ। আলোচনা সত্ৰখন সঞ্চালনা কৰে বিশিষ্ট লেখক, কৰুণাকান্ত ৰায়ে। তেওঁ ভাষণ প্ৰসংগত কয় যে কথিত ভাষা আৰু লোক-সংস্কৃতিক বাদ দি ভাষা-সংস্কৃতিৰ বিকাশৰ কথা ভাবিবই নোৱাৰি। পৃথিৱীৰ সকলো মান্য ভাষা আৰু বিকশিত সংস্কৃতিৰ মূলাধাৰ হৈছে কথিত ভাষা আৰু লোক-সংস্কৃতি। অসমীয়া ভাষা-সংস্কৃতিও ইয়াৰ ব্যতিক্ৰম নহয়। ইয়াত আলোচক অতিথিৰূপে অংশগ্ৰহণ কৰি বঙাইগাঁও বিশ্ববিদ্যালয়ৰ প্ৰাক্তন সহযোগী অধ্যাপক ড° ৰূপাঞ্জলি দেৱীয়ে কয় যে অসমখন ভিন্ন জাতি-জনজাতিৰে পৰিপূৰ্ণ এখন ৰাজ্য। প্ৰত্যেক জাতি-জনজাতিৰে আছে নিজা নিজা কথিত ভাষা আৰু স্বকীয় কৃষ্টি। আৰু সংস্কৃতিৰ বিকাশত কথিত ভাষা আৰু লোক- সংস্কৃতিৰ প্ৰভাৱ' শীৰ্ষক আলোচনা সত্ৰ। আলোচনা সত্ৰখন সঞ্চালনা কৰে বিশিষ্ট লেখক, কৰুণাকান্ত ৰায়ে। তেওঁ ভাষণ প্ৰসংগত কয় যে কথিত ভাষা আৰু লোক-সংস্কৃতিক বাদ দি ভাষা-সংস্কৃতিৰ বিকাশৰ কথা ভাবিবই নোৱাৰি। পৃথিৱীৰ সকলো মান্য ভাষা আৰু বিকশিত সংস্কৃতিৰ মূলাধাৰ হৈছে কথিত ভাষা আৰু লোক-সংস্কৃতি। অসমীয়া ভাষা-সংস্কৃতিও ইয়াৰ ব্যতিক্ৰম নহয়। ইয়াত আলোচক অতিথিৰূপে অংশগ্ৰহণ কৰি বঙাইগাঁও বিশ্ববিদ্যালয়ৰ প্ৰাক্তন সহযোগী অধ্যাপক ড° ৰূপাঞ্জলি দেৱীয়ে কয় যে অসমখন ভিন্ন জাতি-জনজাতিৰে পৰিপূৰ্ণ এখন ৰাজ্য। প্ৰত্যেক জাতি-জনজাতিৰে আছে নিজা নিজা কথিত ভাষা আৰু স্বকীয় কৃষ্টি। আৰু সংস্কৃতিৰ বিকাশত কথিত ভাষা আৰু লোক- সংস্কৃতিৰ প্ৰভাৱ' শীৰ্ষক আলোচনা সত্ৰ। আলোচনা সত্ৰখন সঞ্চালনা কৰে বিশিষ্ট লেখক, কৰুণাকান্ত ৰায়ে। তেওঁ ভাষণ প্ৰসংগত কয় যে কথিত ভাষা আৰু লোক-সংস্কৃতিক বাদ দি ভাষা-সংস্কৃতিৰ বিকাশৰ কথা ভাবিবই নোৱাৰি। পৃথিৱীৰ সকলো মান্য ভাষা আৰু বিকশিত সংস্কৃতিৰ মূলাধাৰ হৈছে কথিত ভাষা আৰু লোক-সংস্কৃতি। অসমীয়া ভাষা-সংস্কৃতিও ইয়াৰ ব্যতিক্ৰম নহয়। ইয়াত আলোচক অতিথিৰূপে অংশগ্ৰহণ কৰি বঙাইগাঁও বিশ্ববিদ্যালয়ৰ প্ৰাক্তন সহযোগী অধ্যাপক ড° [1123, 960, 1467, 1379]
headline: দুলীয়াজানত শ্বহীদ... [1147, 913, 1444, 954]
sign-name: কুম্ভ ঃ [83, 2085, 127, 2100]
article-body: বিহাৰৰ দানাপুৰ ষ্টেচনত লঘু আহাৰ গ্ৰহণ কৰিবলৈ নমাৰ সময়তে পত্নী ৰশ্মিতা বৰালৈ ফ'ন কৰি কোনোবাই তেওঁক অনুসৰণ কৰা বুলি জনায়। নিশা ন বজালৈকে পত্নীৰ সৈতে ফোনত যোগাযোগত থকা সঞ্জীৱ বৰাই নিশা এঘাৰ বজাত পুনৰ পত্নীলৈ ফ'ন কৰে যদিও পত্নী শুই পৰাত পুৱা সাৰ পাই ফ'ন কৰাত সঞ্জীৱ বৰাৰ ফোন ছুইচ অফ পায়। ২২ অক্টোবৰত পিতৃয়ে চাপৰমুখ জংচনৰ আৰক্ষীক এজাহাৰ দিয়ে আৰু ৰে'লৰে আৰক্ষীৰ নিৰ্দেশমতে ২৩ অক্টোবৰত ৰহা আৰক্ষী চকীত এজাহাৰ দিয়ে। সঞ্জীৱ বৰাৰ ফ'ন নম্বৰ ৭০২৮৩১৪৮৭০। কোনো সদাশয় ব্যক্তিয়ে নিৰুদ্দিষ্ট ব্যক্তিজনৰ খবৰ পালে ৬০২৬০১৭৫১৫, ৮৪৫৩৬০৫২৩৭ ফ'ন নম্বৰত জনাবলৈ পৰিয়ালৰ লোকে অনুৰোধ জনাইছে। বিহাৰৰ দানাপুৰ ষ্টেচনত লঘু আহাৰ গ্ৰহণ কৰিবলৈ নমাৰ সময়তে পত্নী ৰশ্মিতা বৰালৈ ফ'ন কৰি কোনোবাই তেওঁক অনুসৰণ কৰা বুলি জনায়। নিশা ন বজালৈকে পত্নীৰ সৈতে ফোনত যোগাযোগত থকা সঞ্জীৱ বৰাই নিশা এঘাৰ বজাত পুনৰ পত্নীলৈ ফ'ন কৰে যদিও পত্নী শুই পৰাত পুৱা সাৰ পাই ফ'ন কৰাত সঞ্জীৱ বৰাৰ ফোন ছুইচ অফ পায়। ২২ অক্টোবৰত পিতৃয়ে চাপৰমুখ জংচনৰ আৰক্ষীক এজাহাৰ [754, 971, 1107, 1203]
article-body: বিহাৰৰ দানাপুৰ ষ্টেচনত লঘু আহাৰ গ্ৰহণ কৰিবলৈ নমাৰ সময়তে পত্নী ৰশ্মিতা বৰালৈ ফ'ন কৰি কোনোবাই তেওঁক অনুসৰণ কৰা বুলি জনায়। নিশা ন বজালৈকে পত্নীৰ সৈতে ফোনত যোগাযোগত থকা সঞ্জীৱ বৰাই নিশা এঘাৰ বজাত পুনৰ পত্নীলৈ ফ'ন কৰে যদিও পত্নী শুই পৰাত পুৱা সাৰ পাই ফ'ন কৰাত সঞ্জীৱ বৰাৰ ফোন ছুইচ অফ পায়। ২২ অক্টোবৰত পিতৃয়ে চাপৰমুখ জংচনৰ আৰক্ষীক এজাহাৰ দিয়ে আৰু ৰে'লৰে আৰক্ষীৰ নিৰ্দেশমতে ২৩ অক্টোবৰত ৰহা আৰক্ষী চকীত এজাহাৰ দিয়ে। সঞ্জীৱ বৰাৰ ফ'ন নম্বৰ ৭০২৮৩১৪৮৭০। কোনো সদাশয় ব্যক্তিয়ে নিৰুদ্দিষ্ট ব্যক্তিজনৰ খবৰ পালে ৬০২৬০১৭৫১৫, ৮৪৫৩৬০৫২৩৭ ফ'ন নম্বৰত জনাবলৈ পৰিয়ালৰ লোকে অনুৰোধ জনাইছে। বিহাৰৰ দানাপুৰ ষ্টেচনত লঘু আহাৰ গ্ৰহণ কৰিবলৈ নমাৰ সময়তে পত্নী ৰশ্মিতা বৰালৈ ফ'ন কৰি কোনোবাই তেওঁক অনুসৰণ কৰা বুলি জনায়। নিশা ন বজালৈকে পত্নীৰ সৈতে ফোনত যোগাযোগত থকা সঞ্জীৱ বৰাই নিশা এঘাৰ বজাত পুনৰ পত্নীলৈ ফ'ন কৰে যদিও পত্নী শুই পৰাত পুৱা সাৰ পাই ফ'ন কৰাত সঞ্জীৱ বৰাৰ ফোন ছুইচ অফ পায়। ২২ অক্টোবৰত পিতৃয়ে চাপৰমুখ জংচনৰ আৰক্ষীক এজাহাৰ দিয়ে আৰু ৰে'লৰে আৰক্ষীৰ নিৰ্দেশমতে ২৩ অক্টোবৰত ৰহা আৰক্ষী চকীত এজাহাৰ দিয়ে। সঞ্জীৱ বৰাৰ ফ'ন নম্বৰ ৭০২৮৩১৪৮৭০। কোনো সদাশয় ব্যক্তিয়ে নিৰুদ্দিষ্ট ব্যক্তিজনৰ খবৰ পালে ৬০২৬০১৭৫১৫, ৮৪৫৩৬০৫২৩৭ ফ'ন নম্বৰত জনাবলৈ পৰিয়ালৰ লোকে অনুৰোধ জনাইছে। বিহাৰৰ দানাপুৰ ষ্টেচনত লঘু আহাৰ গ্ৰহণ কৰিবলৈ নমাৰ সময়তে পত্নী ৰশ্মিতা বৰালৈ ফ'ন কৰি কোনোবাই তেওঁক অনুসৰণ কৰা বুলি জনায়। নিশা ন বজালৈকে পত্নীৰ সৈতে ফোনত যোগাযোগত থকা [754, 1948, 1107, 2288]
astrologer-card [106, 2253, 350, 2317]
sign-description: ৰাশিৰ আদ্যাক্ষৰ গ, শ, স। শুভ কাৰক গ্ৰহ শুক্ৰ, শনি। শুভ সংখ্যা ৬, ৭। শুভ ৰং কফি। কিছু সাৱধানে থকাটো ভাল হ'ব। কৰ্মত বেছি আমনি নাপাব যদিও সাৱধানীৰ বিপদ কম। আৰ্থিক সমস্যাই কৰ্মোন্নতিত বাধা দিব। ঘৰুৱা সমস্যা হ'লে ধৈৰ্যৰে নিয়ন্ত্ৰণ কৰক। [83, 2085, 359, 2164]
sign-description: ৰাশিৰ আদ্যাক্ষৰ দ, চ। শুভ কাৰক গ্ৰহ চন্দ্ৰ, বৃহস্পতি। শুভ সংখ্যা ২, ৩। শুভ ৰং সোণালী। ব্যস্ততাৰে দিনটো পাৰ হ'ব। নতুন কৰ্মাদিৰ চিন্তা কৰিবলৈও পূৰ্ণ সঁহাৰি-সহযোগ নাপাব। ধৰ্মীয় কৰ্মত বাধা নেপাব। প্ৰেমত অস্থিৰতা। [83, 2167, 359, 2247]
headline: বিহাৰত নিৰুদ্দেশ ৰহাৰ... [762, 127, 1100, 166]
horoscope-text [83, 2085, 359, 2165]
capricorn-icon: ♑ [40, 2020, 76, 2059]
article-body: আৰু সংস্কৃতিৰ বিকাশত কথিত ভাষা আৰু লোক- সংস্কৃতিৰ প্ৰভাৱ' শীৰ্ষক আলোচনা সত্ৰ। আলোচনা সত্ৰখন সঞ্চালনা কৰে বিশিষ্ট লেখক, কৰুণাকান্ত ৰায়ে। তেওঁ ভাষণ প্ৰসংগত কয় যে কথিত ভাষা আৰু লোক-সংস্কৃতিক বাদ দি ভাষা-সংস্কৃতিৰ বিকাশৰ কথা ভাবিবই নোৱাৰি। পৃথিৱীৰ সকলো মান্য ভাষা আৰু বিকশিত সংস্কৃতিৰ মূলাধাৰ হৈছে কথিত ভাষা আৰু লোক-সংস্কৃতি। অসমীয়া ভাষা-সংস্কৃতিও ইয়াৰ ব্যতিক্ৰম নহয়। ইয়াত আলোচক অতিথিৰূপে অংশগ্ৰহণ কৰি বঙাইগাঁও বিশ্ববিদ্যালয়ৰ প্ৰাক্তন সহযোগী অধ্যাপক ড° ৰূপাঞ্জলি দেৱীয়ে কয় যে অসমখন ভিন্ন জাতি-জনজাতিৰে পৰিপূৰ্ণ এখন ৰাজ্য। প্ৰত্যেক জাতি-জনজাতিৰে আছে নিজা নিজা কথিত ভাষা আৰু স্বকীয় কৃষ্টি। আৰু সংস্কৃতিৰ বিকাশত কথিত ভাষা আৰু লোক- সংস্কৃতিৰ প্ৰভাৱ' শীৰ্ষক আলোচনা সত্ৰ। আলোচনা সত্ৰখন সঞ্চালনা কৰে বিশিষ্ট লেখক, কৰুণাকান্ত ৰায়ে। তেওঁ ভাষণ প্ৰসংগত কয় যে কথিত ভাষা আৰু লোক-সংস্কৃতিক বাদ দি ভাষা-সংস্কৃতিৰ বিকাশৰ কথা ভাবিবই নোৱাৰি। পৃথিৱীৰ সকলো মান্য ভাষা আৰু বিকশিত সংস্কৃতিৰ মূলাধাৰ হৈছে কথিত ভাষা আৰু লোক-সংস্কৃতি। অসমীয়া ভাষা-সংস্কৃতিও ইয়াৰ ব্যতিক্ৰম নহয়। ইয়াত আলোচক অতিথিৰূপে অংশগ্ৰহণ কৰি বঙাইগাঁও বিশ্ববিদ্যালয়ৰ প্ৰাক্তন সহযোগী অধ্যাপক ড° ৰূপাঞ্জলি দেৱীয়ে কয় যে অসমখন ভিন্ন জাতি-জনজাতিৰে পৰিপূৰ্ণ এখন ৰাজ্য। প্ৰত্যেক জাতি-জনজাতিৰে আছে নিজা নিজা কথিত ভাষা আৰু স্বকীয় কৃষ্টি। আৰু সংস্কৃতিৰ বিকাশত কথিত ভাষা আৰু লোক- সংস্কৃতিৰ প্ৰভাৱ' শীৰ্ষক আলোচনা সত্ৰ। আলোচনা সত্ৰখন সঞ্চালনা কৰে বিশিষ্ট লেখক, কৰুণাকান্ত ৰায়ে। তেওঁ ভাষণ প্ৰসংগত কয় যে কথিত ভাষা আৰু লোক-সংস্কৃতিক বাদ দি ভাষা-সংস্কৃতিৰ বিকাশৰ কথা ভাবিবই নোৱাৰি। পৃথিৱীৰ সকলো মান্য ভাষা আৰু বিকশিত সংস্কৃতিৰ মূলাধাৰ হৈছে কথিত ভাষা আৰু লোক-সংস্কৃতি। অসমীয়া ভাষা-সংস্কৃতিও ইয়াৰ ব্যতিক্ৰম নহয়। ইয়াত আলোচক অতিথিৰূপে অংশগ্ৰহণ কৰি বঙাইগাঁও বিশ্ববিদ্যালয়ৰ প্ৰাক্তন সহযোগী অধ্যাপক ড° ৰূপাঞ্জলি দেৱীয়ে কয় যে অসমখন ভিন্ন জাতি-জনজাতিৰে পৰিপূৰ্ণ এখন ৰাজ্য। প্ৰত্যেক জাতি-জনজাতিৰে আছে নিজা নিজা কথিত ভাষা আৰু স্বকীয় কৃষ্টি। আৰু সংস্কৃতিৰ বিকাশত কথিত ভাষা আৰু লোক- সংস্কৃতিৰ প্ৰভাৱ' শীৰ্ষক আলোচনা সত্ৰ। আলোচনা সত্ৰখন সঞ্চালনা কৰে বিশিষ্ট লেখক, কৰুণাকান্ত ৰায়ে। তেওঁ ভাষণ প্ৰসংগত কয় যে কথিত ভাষা আৰু লোক-সংস্কৃতিক বাদ দি ভাষা-সংস্কৃতিৰ বিকাশৰ কথা ভাবিবই নোৱাৰি। পৃথিৱীৰ সকলো মান্য ভাষা আৰু বিকশিত সংস্কৃতিৰ মূলাধাৰ হৈছে কথিত ভাষা আৰু লোক-সংস্কৃতি। অসমীয়া ভাষা-সংস্কৃতিও ইয়াৰ ব্যতিক্ৰম নহয়। ইয়াত আলোচক অতিথিৰূপে অংশগ্ৰহণ কৰি বঙাইগাঁও বিশ্ববিদ্যালয়ৰ প্ৰাক্তন সহযোগী অধ্যাপক ড° ৰূপাঞ্জলি দেৱীয়ে কয় যে অসমখন ভিন্ন জাতি-জনজাতিৰে পৰিপূৰ্ণ এখন ৰাজ্য। প্ৰত্যেক জাতি-জনজাতিৰে আছে নিজা নিজা কথিত ভাষা আৰু স্বকীয় কৃষ্টি। আৰু সংস্কৃতিৰ বিকাশত কথিত ভাষা আৰু লোক- সংস্কৃতিৰ প্ৰভাৱ' শীৰ্ষক আলোচনা সত্ৰ। আলোচনা সত্ৰখন সঞ্চালনা কৰে বিশিষ্ট লেখক, কৰুণাকান্ত ৰায়ে। তেওঁ ভাষণ প্ৰসংগত কয় যে কথিত ভাষা আৰু লোক-সংস্কৃতিক বাদ দি ভাষা-সংস্কৃতিৰ বিকাশৰ কথা ভাবিবই নোৱাৰি। পৃথিৱীৰ সকলো মান্য ভাষা আৰু বিকশিত সংস্কৃতিৰ মূলাধাৰ হৈছে কথিত ভাষা আৰু লোক-সংস্কৃতি। অসমীয়া ভাষা-সংস্কৃতিও ইয়াৰ ব্যতিক্ৰম নহয়। ইয়াত আলোচক অতিথিৰূপে অংশগ্ৰহণ কৰি বঙাইগাঁও বিশ্ববিদ্যালয়ৰ প্ৰাক্তন সহযোগী অধ্যাপক ড° ৰূপাঞ্জলি দেৱীয়ে কয় যে অসমখন ভিন্ন [1123, 170, 1467, 899]
horoscope-text [83, 1306, 359, 1371]
masthead-logo [560, 36, 938, 98]
sign-name: বৃষ ঃ [83, 1373, 119, 1388]
sign-name: মকৰ ঃ [83, 2018, 133, 2033]
horoscope-text [83, 1554, 359, 1635]
horoscope-text [83, 1637, 359, 1718]
horoscope-text [83, 1720, 359, 1784]
article-body: বিহাৰৰ দানাপুৰ ষ্টেচনত লঘু আহাৰ গ্ৰহণ কৰিবলৈ নমাৰ সময়তে পত্নী ৰশ্মিতা বৰালৈ ফ'ন কৰি কোনোবাই তেওঁক অনুসৰণ কৰা বুলি জনায়। নিশা ন বজালৈকে পত্নীৰ সৈতে ফোনত যোগাযোগত থকা সঞ্জীৱ বৰাই নিশা এঘাৰ বজাত পুনৰ পত্নীলৈ ফ'ন কৰে যদিও পত্নী শুই পৰাত পুৱা সাৰ পাই ফ'ন কৰাত সঞ্জীৱ বৰাৰ ফোন ছুইচ অফ পায়। ২২ অক্টোবৰত পিতৃয়ে চাপৰমুখ জংচনৰ আৰক্ষীক এজাহাৰ দিয়ে আৰু ৰে'লৰে আৰক্ষীৰ নিৰ্দেশমতে ২৩ অক্টোবৰত ৰহা আৰক্ষী চকীত এজাহাৰ দিয়ে। সঞ্জীৱ বৰাৰ ফ'ন নম্বৰ ৭০২৮৩১৪৮৭০। কোনো সদাশয় ব্যক্তিয়ে নিৰুদ্দিষ্ট ব্যক্তিজনৰ খবৰ পালে ৬০২৬০১৭৫১৫, ৮৪৫৩৬০৫২৩৭ ফ'ন নম্বৰত জনাবলৈ পৰিয়ালৰ লোকে অনুৰোধ জনাইছে। বিহাৰৰ দানাপুৰ ষ্টেচনত লঘু আহাৰ [754, 384, 1107, 539]
sign-description: ৰাশিৰ আদ্যাক্ষৰ ম, ঠ। শুভ কাৰক গ্ৰহ ৰবি, মঙল। শুভ সংখ্যা ১, ৯। শুভ ৰং ৰঙা। ঘৰুৱা জীৱন বুজাবুজিৰ মাজেৰে আগুৱাব। সাহিত্য-সংস্কৃতিৰ প্ৰতি ধাউতি। সামাজিক কামৰ মাজেদি সুখ্যাতি। বন্ধুবৰ্গৰ লগত ভালেই। [83, 1637, 359, 1716]
libra-icon: ♎ [40, 1789, 76, 1827]
virgo-icon: ♍ [40, 1722, 76, 1761]
article-body: আৰু সংস্কৃতিৰ বিকাশত কথিত ভাষা আৰু লোক- সংস্কৃতিৰ প্ৰভাৱ' শীৰ্ষক আলোচনা সত্ৰ। আলোচনা সত্ৰখন সঞ্চালনা কৰে বিশিষ্ট লেখক, কৰুণাকান্ত ৰায়ে। তেওঁ ভাষণ প্ৰসংগত কয় যে কথিত ভাষা আৰু লোক-সংস্কৃতিক বাদ দি ভাষা-সংস্কৃতিৰ বিকাশৰ কথা ভাবিবই নোৱাৰি। পৃথিৱীৰ সকলো মান্য ভাষা আৰু বিকশিত সংস্কৃতিৰ মূলাধাৰ হৈছে কথিত ভাষা আৰু লোক-সংস্কৃতি। অসমীয়া ভাষা-সংস্কৃতিও ইয়াৰ ব্যতিক্ৰম নহয়। ইয়াত আলোচক অতিথিৰূপে অংশগ্ৰহণ কৰি বঙাইগাঁও বিশ্ববিদ্যালয়ৰ প্ৰাক্তন সহযোগী অধ্যাপক ড° ৰূপাঞ্জলি দেৱীয়ে কয় যে অসমখন ভিন্ন জাতি-জনজাতিৰে পৰিপূৰ্ণ এখন ৰাজ্য। প্ৰত্যেক জাতি-জনজাতিৰে আছে নিজা নিজা কথিত ভাষা আৰু স্বকীয় কৃষ্টি। আৰু সংস্কৃতিৰ বিকাশত কথিত ভাষা আৰু লোক- সংস্কৃতিৰ প্ৰভাৱ' শীৰ্ষক আলোচনা সত্ৰ। আলোচনা সত্ৰখন সঞ্চালনা কৰে বিশিষ্ট লেখক, কৰুণাকান্ত ৰায়ে। তেওঁ ভাষণ প্ৰসংগত কয় যে কথিত ভাষা আৰু লোক-সংস্কৃতিক বাদ দি ভাষা-সংস্কৃতিৰ বিকাশৰ কথা ভাবিবই নোৱাৰি। পৃথিৱীৰ সকলো মান্য ভাষা আৰু বিকশিত সংস্কৃতিৰ মূলাধাৰ হৈছে কথিত ভাষা আৰু লোক-সংস্কৃতি। অসমীয়া ভাষা-সংস্কৃতিও ইয়াৰ ব্যতিক্ৰম নহয়। ইয়াত আলোচক অতিথিৰূপে অংশগ্ৰহণ কৰি বঙাইগাঁও বিশ্ববিদ্যালয়ৰ প্ৰাক্তন সহযোগী অধ্যাপক ড° ৰূপাঞ্জলি দেৱীয়ে কয় যে অসমখন ভিন্ন জাতি-জনজাতিৰে পৰিপূৰ্ণ এখন ৰাজ্য। প্ৰত্যেক জাতি-জনজাতিৰে আছে নিজা নিজা কথিত ভাষা আৰু স্বকীয় কৃষ্টি। আৰু সংস্কৃতিৰ বিকাশত কথিত ভাষা আৰু লোক- সংস্কৃতিৰ প্ৰভাৱ' শীৰ্ষক আলোচনা সত্ৰ। আলোচনা সত্ৰখন সঞ্চালনা কৰে বিশিষ্ট লেখক, কৰুণাকান্ত ৰায়ে। তেওঁ ভাষণ প্ৰসংগত কয় যে কথিত ভাষা আৰু লোক-সংস্কৃতিক বাদ দি ভাষা-সংস্কৃতিৰ বিকাশৰ কথা ভাবিবই নোৱাৰি। পৃথিৱীৰ সকলো মান্য ভাষা আৰু বিকশিত সংস্কৃতিৰ মূলাধাৰ হৈছে কথিত ভাষা আৰু লোক-সংস্কৃতি। অসমীয়া [1123, 1450, 1467, 1837]
headline: নগদ ধনসহ তিনিটা... [776, 1214, 1086, 1255]
horoscope-entry [35, 1471, 367, 1553]
headline: ভাৰতৰ বিৰুদ্ধে... [435, 1519, 688, 1561]
horoscope-text [83, 1472, 359, 1552]
article-body: বিহাৰৰ দানাপুৰ ষ্টেচনত লঘু আহাৰ গ্ৰহণ কৰিবলৈ নমাৰ সময়তে পত্নী ৰশ্মিতা বৰালৈ ফ'ন কৰি কোনোবাই তেওঁক অনুসৰণ কৰা বুলি জনায়। নিশা ন বজালৈকে পত্নীৰ সৈতে ফোনত যোগাযোগত থকা সঞ্জীৱ বৰাই নিশা এঘাৰ বজাত পুনৰ পত্নীলৈ ফ'ন কৰে যদিও পত্নী শুই পৰাত পুৱা সাৰ পাই ফ'ন কৰাত সঞ্জীৱ বৰাৰ ফোন ছুইচ অফ পায়। ২২ অক্টোবৰত পিতৃয়ে চাপৰমুখ জংচনৰ আৰক্ষীক এজাহাৰ দিয়ে আৰু ৰে'লৰে আৰক্ষীৰ নিৰ্দেশমতে ২৩ অক্টোবৰত ৰহা আৰক্ষী চকীত এজাহাৰ দিয়ে। সঞ্জীৱ বৰাৰ ফ'ন নম্বৰ ৭০২৮৩১৪৮৭০। কোনো সদাশয় ব্যক্তিয়ে নিৰুদ্দিষ্ট ব্যক্তিজনৰ খবৰ পালে ৬০২৬০১৭৫১৫, ৮৪৫৩৬০৫২৩৭ ফ'ন নম্বৰত জনাবলৈ পৰিয়ালৰ লোকে অনুৰোধ জনাইছে। বিহাৰৰ দানাপুৰ ষ্টেচনত লঘু আহাৰ গ্ৰহণ কৰিবলৈ নমাৰ সময়তে পত্নী ৰশ্মিতা বৰালৈ ফ'ন কৰি কোনোবাই তেওঁক অনুসৰণ কৰা বুলি জনায়। নিশা ন বজালৈকে পত্নীৰ সৈতে ফোনত যোগাযোগত থকা সঞ্জীৱ বৰাই নিশা এঘাৰ বজাত পুনৰ পত্নীলৈ ফ'ন কৰে যদিও পত্নী শুই পৰাত পুৱা সাৰ পাই ফ'ন কৰাত সঞ্জীৱ বৰাৰ ফোন ছুইচ অফ পায়। ২২ অক্টোবৰত পিতৃয়ে চাপৰমুখ জংচনৰ আৰক্ষীক এজাহাৰ দিয়ে আৰু ৰে'লৰে আৰক্ষীৰ নিৰ্দেশমতে ২৩ অক্টোবৰত ৰহা আৰক্ষী চকীত এজাহাৰ দিয়ে। সঞ্জীৱ বৰাৰ ফ'ন নম্বৰ ৭০২৮৩১৪৮৭০। কোনো সদাশয় ব্যক্তিয়ে নিৰুদ্দিষ্ট ব্যক্তিজনৰ খবৰ পালে ৬০২৬০১৭৫১৫, ৮৪৫৩৬০৫২৩৭ ফ'ন নম্বৰত জনাবলৈ পৰিয়ালৰ লোকে অনুৰোধ জনাইছে। বিহাৰৰ দানাপুৰ ষ্টেচনত লঘু আহাৰ গ্ৰহণ কৰিবলৈ নমাৰ [754, 603, 1107, 913]
column-4 [1123, 116, 1467, 2356]
horoscope-entry [35, 2017, 367, 2084]
taurus-icon: ♉ [40, 1375, 76, 1414]
scorpio-icon: ♏ [40, 1855, 76, 1894]
header-divider-thick [183, 99, 1467, 107]
astrologer-name: জ্যোতিষী, হস্তৰেখাবিদ ড° অনিল নেওগ [121, 2258, 335, 2274]
headline: মহানগৰীৰ ভাৱাঘৰত... [395, 919, 728, 960]
logo-stripes-right [860, 47, 927, 86]
sign-name: তুলা ঃ [83, 1786, 129, 1801]
horoscope-entry [35, 1305, 367, 1372]
article-body: অভয়াপুৰী মহাবিদ্যালয়ত ড° আব্দুল আৱাল প্ৰামাণিকে তেওঁৰ শিক্ষাগত অৰ্হতাৰ প্ৰমাণ-পত্ৰৰ সৈতে এম অ' বি ছিক্সৰ ভুৱা জাতিগত প্ৰমাণ-পত্ৰ দাখিল কৰি আৰবী বিভাগত সহকাৰী অধ্যাপকৰ পদত নিযুক্তি লাভ কৰে। উল্লেখযোগ্য যে তেওঁ যিখন এম অ' বি চিৰ প্ৰমাণ-পত্ৰ ব্যৱহাৰ কৰি চাকৰি লাভ কৰিছিল দৰাচলতে সেইখন ভুৱা প্ৰমাণ-পত্ৰ। এই অভিযোগ সদৌ অসম অন্যান্য অতি পিছপৰা মৰিয়া (মুছলিম) সন্থা কামৰূপ জিলা সমিতিৰ। অলপতে সংগঠনটোৰ সভাপতি নাইমুল আলী আৰু সাধাৰণ সম্পাদক ফখৰুদ্দিন আহমেদ স্বাক্ষৰিত এখন অভিযোগ-পত্ৰ বঙাইগাঁও জিলা আয়ুক্তৰ ওচৰত দাখিল কৰে। অভিযোগ-পত্ৰত উল্লেখ কৰা মতে অভয়াপুৰী মহাবিদ্যালয়ত ড° আব্দুল আৱাল প্ৰামাণিকে তেওঁৰ শিক্ষাগত অৰ্হতাৰ প্ৰমাণ-পত্ৰৰ সৈতে এম অ' বি ছিক্সৰ ভুৱা জাতিগত প্ৰমাণ-পত্ৰ দাখিল কৰি আৰবী বিভাগত সহকাৰী অধ্যাপকৰ পদত নিযুক্তি লাভ কৰে। উল্লেখযোগ্য যে তেওঁ যিখন এম অ' বি চিৰ প্ৰমাণ-পত্ৰ ব্যৱহাৰ কৰি চাকৰি লাভ কৰিছিল দৰাচলতে সেইখন ভুৱা প্ৰমাণ-পত্ৰ। এই অভিযোগ সদৌ [386, 687, 738, 903]
headline: ঢেকীয়াজুলিত সদৌ অসম... [32, 458, 371, 493]
pisces-icon: ♓ [40, 2170, 76, 2208]
aquarius-icon: ♒ [40, 2087, 76, 2126]
horoscope-entry [35, 1934, 367, 2017]
horoscope-text [83, 1853, 359, 1933]
horoscope-entry [35, 1719, 367, 1785]
section-label: দৈনিক জনমভূমি [22, 83, 165, 119]
headline: সত্ৰাধিকাৰ কেশচন্দ্ৰ... [1142, 1403, 1448, 1445]
sign-description: ৰাশিৰ আদ্যাক্ষৰ অ, ল। শুভ কাৰক গ্ৰহ ৰবি, মঙল। শুভ সংখ্যা ১, ৯। শুভ ৰং মুগা। দিনটো প্ৰায় ভালেই যাব। বন্ধু-বান্ধৱযুক্ত পৰিৱেশ ভাল পাব। বিদ্যাৰ্থীয়ে আশা কৰা মতেই ফল পাব। ধৰ্মত মতি। [83, 1306, 359, 1370]
horoscope-text [83, 1786, 359, 1851]
horoscope-entry [35, 2084, 367, 2166]
sign-name: সিংহ ঃ [83, 1637, 131, 1652]
headline: ২৯ অক্টোবৰৰ পৰা... [1144, 1854, 1447, 1896]
sign-description: ৰাশিৰ আদ্যাক্ষৰ ধ, ফ, ভ। শুভ কাৰক গ্ৰহ বৃহস্পতি, চন্দ্ৰ। শুভ সংখ্যা ২, ৩। শুভ ৰং সোণালী, দিনটোত খুব বেছি বাধা নহ'লেও একেবাৰে নিশ্চিন্ত বুলিও ক'ব নোৱাৰে। গতিকে, যাকে তাকে তৎক্ষণাৎ বিশ্বাস কৰি গোপন কথা নোকোৱাই ভাল। [83, 1936, 359, 2015]
sign-description: ৰাশিৰ আদ্যাক্ষৰ ৰ, ত। শুভ কাৰক গ্ৰহ শুক্ৰ, শনি। শুভ সংখ্যা ৬, ৭। শুভ ৰং বেঙুনীয়া। কৰ্মস্থানত সহযোগিতা পাব। মাতৃৰ উপদেশ তথা সহযোগিতা অৱমাননা নকৰিব। আৰ্থিক সমস্যা। [83, 1786, 359, 1850]
footer-divider [22, 2402, 1473, 2407]
sign-name: ধনু ঃ [83, 1936, 123, 1951]
horoscope-entry [35, 2166, 367, 2249]
column-3 [754, 116, 1168, 2314]
sign-description: ৰাশিৰ আদ্যাক্ষৰ ই, উ, ব। শুভ কাৰক গ্ৰহ শুক্ৰ, চন্দ্ৰ। শুভ সংখ্যা ২, ৬। শুভ ৰং বাদামী। যিকোনো কথা বৰ সহজভাৱে নোলোৱাই ভাল। দিনটো কিবা এটা শংকা কিম্বা বাধাৰ মাজেদিহে আগুৱাব। কাৰণ আপোনাৰ ৰাশ্যাধিপতি লক্ষ্মীস্থানত যথেষ্ট অশুভ হৈ আছে। [83, 1373, 359, 1468]
sign-description: ৰাশিৰ আদ্যাক্ষৰ ক, ছ, ঘ। শুভ কাৰক গ্ৰহ বুধ, ৰবি। শুভ সংখ্যা ১, ৫। শুভ ৰং পিঁয়াজী। বন্ধুবৰ্গ বা অন্যান্য দিশৰ পৰা উৎসাহ পাব। আৰ্থিকত মধ্যম। সহজতে আপোনাক মানুহে বশ কৰাটো টান হ'ব। বিবাহযোগ্যৰ বিবাহৰ যোগ। [83, 1472, 359, 1551]
